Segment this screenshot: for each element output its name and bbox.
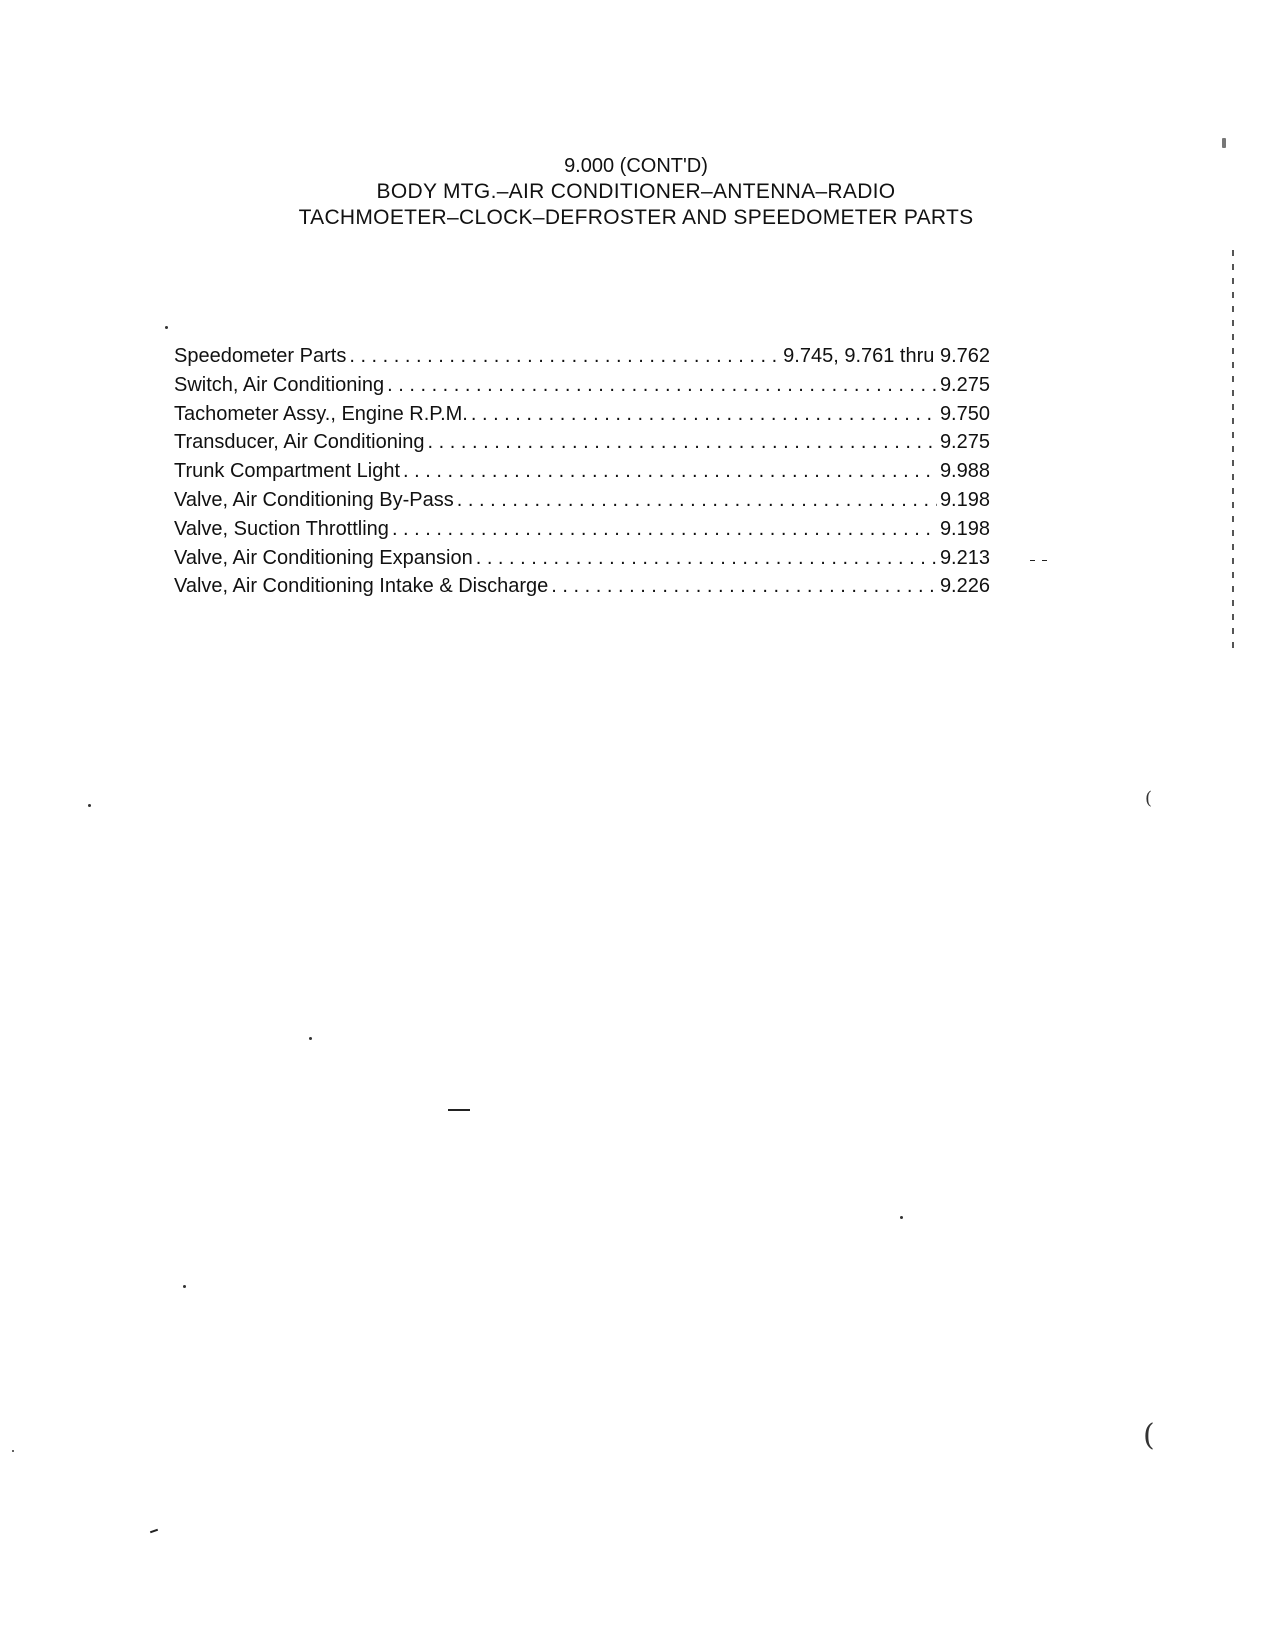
index-entry xyxy=(174,342,990,371)
dot-leader xyxy=(471,400,937,429)
index-entry-ref: 9.198 xyxy=(939,488,990,511)
scan-speck xyxy=(1222,138,1226,148)
index-entry-label: Switch, Air Conditioning xyxy=(174,373,385,396)
dot-leader xyxy=(387,371,937,400)
index-entry-ref: 9.275 xyxy=(939,431,990,454)
index-entry-label: Valve, Suction Throttling xyxy=(174,517,389,540)
scan-mark-paren: ( xyxy=(1143,1418,1155,1453)
scan-speck xyxy=(12,1450,14,1452)
index-entry-ref: 9.226 xyxy=(939,575,990,598)
section-title: 9.000 (CONT'D) xyxy=(564,155,708,177)
index-entry-label: Trunk Compartment Light xyxy=(174,460,401,483)
dot-leader xyxy=(551,572,937,601)
index-entry-ref: 9.213 xyxy=(939,546,990,569)
scan-dash xyxy=(448,1109,470,1111)
index-entry xyxy=(174,544,990,573)
dot-leader xyxy=(457,486,937,515)
index-entry xyxy=(174,428,990,457)
header-line-1: BODY MTG.–AIR CONDITIONER–ANTENNA–RADIO xyxy=(376,180,896,203)
scan-margin-mark xyxy=(1232,250,1234,650)
scan-dash xyxy=(1030,560,1035,561)
index-entry-ref: 9.745, 9.761 thru 9.762 xyxy=(783,345,990,367)
index-entry-ref: 9.275 xyxy=(939,373,990,396)
scan-speck xyxy=(88,804,91,807)
index-entry-label: Valve, Air Conditioning By-Pass xyxy=(174,488,454,511)
dot-leader xyxy=(349,342,780,371)
parts-index-list xyxy=(174,342,990,601)
index-entry-label: Transducer, Air Conditioning xyxy=(174,431,425,454)
scan-speck xyxy=(309,1037,312,1040)
dot-leader xyxy=(392,515,937,544)
dot-leader xyxy=(428,428,937,457)
index-entry-label: Valve, Air Conditioning Intake & Discharge xyxy=(174,575,549,598)
index-entry-label: Tachometer Assy., Engine R.P.M. xyxy=(174,402,468,425)
index-entry xyxy=(174,400,990,429)
scan-speck xyxy=(183,1285,186,1288)
index-entry-label: Valve, Air Conditioning Expansion xyxy=(174,546,473,569)
page-header xyxy=(0,153,1272,231)
index-entry-label: Speedometer Parts xyxy=(174,345,347,367)
index-entry-ref: 9.750 xyxy=(939,402,990,425)
index-entry xyxy=(174,572,990,601)
index-entry xyxy=(174,457,990,486)
header-line-2: TACHMOETER–CLOCK–DEFROSTER AND SPEEDOMETER PARTS xyxy=(298,206,974,229)
dot-leader xyxy=(476,544,937,573)
index-entry xyxy=(174,515,990,544)
scan-dash xyxy=(150,1529,158,1534)
scan-speck xyxy=(900,1216,903,1219)
index-entry xyxy=(174,486,990,515)
index-entry xyxy=(174,371,990,400)
dot-leader xyxy=(403,457,937,486)
index-entry-ref: 9.988 xyxy=(939,460,990,483)
scan-dash xyxy=(1042,560,1047,561)
scan-mark-paren: ( xyxy=(1145,788,1153,809)
scan-speck xyxy=(165,326,168,329)
index-entry-ref: 9.198 xyxy=(939,517,990,540)
